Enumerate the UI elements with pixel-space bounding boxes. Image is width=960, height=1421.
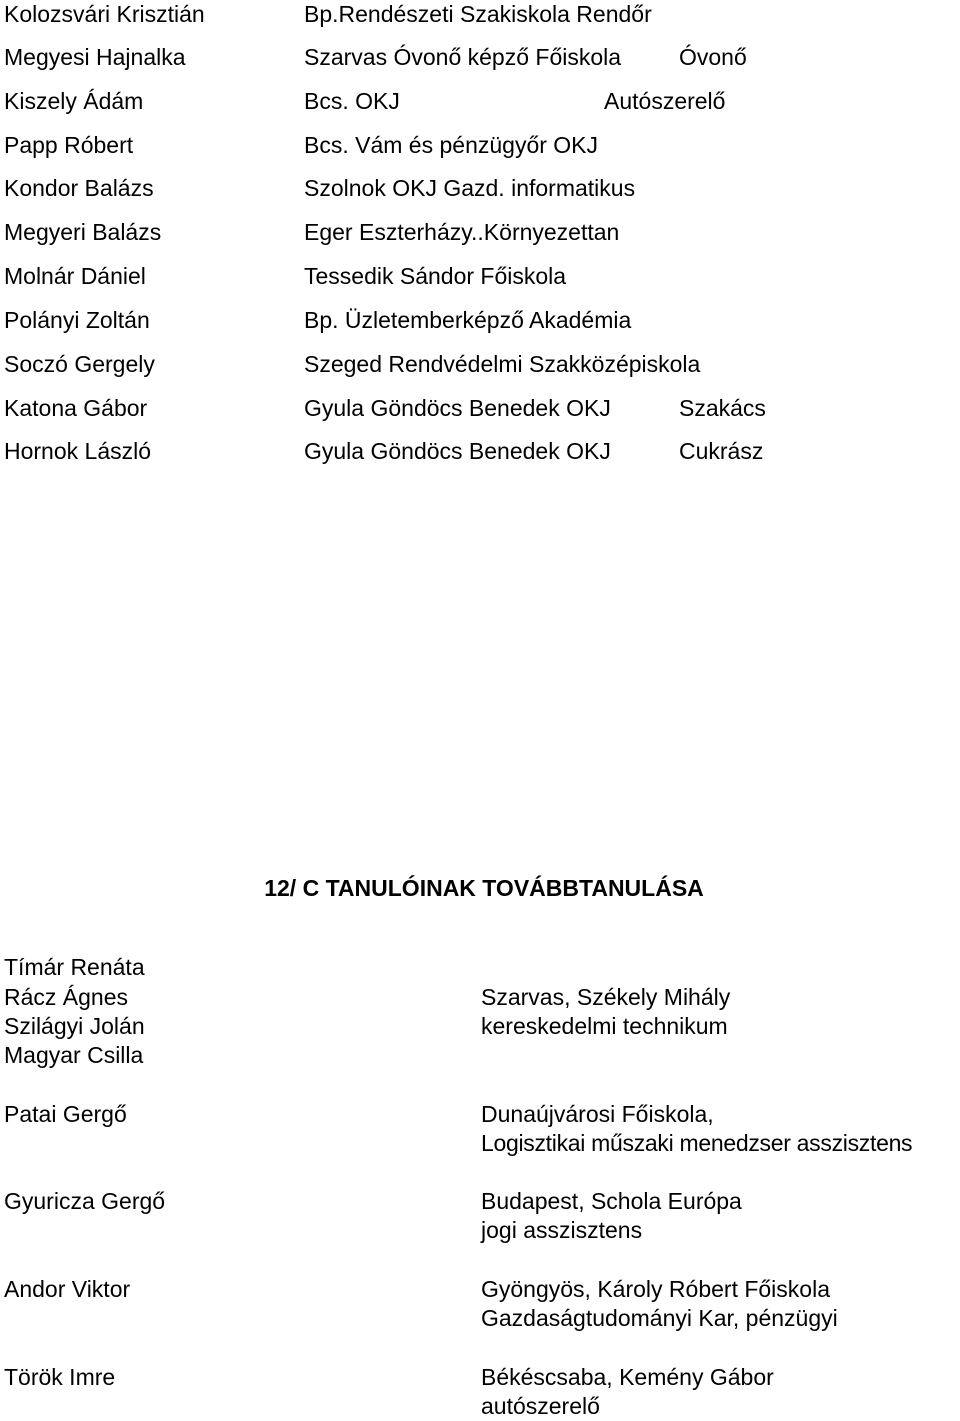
student-name: Molnár Dániel (4, 263, 146, 289)
student-name: Tímár Renáta (4, 954, 145, 980)
destination-line: autószerelő (481, 1393, 600, 1419)
student-name: Polányi Zoltán (4, 307, 150, 333)
destination-line: Gyöngyös, Károly Róbert Főiskola (481, 1276, 830, 1302)
destination-line: Dunaújvárosi Főiskola, (481, 1101, 714, 1127)
student-field: Cukrász (679, 438, 764, 464)
student-name: Megyeri Balázs (4, 219, 162, 245)
destination-line: Budapest, Schola Európa (481, 1188, 742, 1214)
student-name: Török Imre (4, 1364, 116, 1390)
student-school: Bp.Rendészeti Szakiskola Rendőr (304, 1, 652, 27)
student-name: Soczó Gergely (4, 351, 155, 377)
student-school: Bp. Üzletemberképző Akadémia (304, 307, 632, 333)
student-name: Gyuricza Gergő (4, 1188, 166, 1214)
student-school: Tessedik Sándor Főiskola (304, 263, 567, 289)
student-school: Szarvas Óvonő képző Főiskola (304, 44, 622, 70)
student-name: Papp Róbert (4, 132, 134, 158)
student-school: Szolnok OKJ Gazd. informatikus (304, 175, 636, 201)
student-name: Andor Viktor (4, 1276, 131, 1302)
section-2-heading: 12/ C TANULÓINAK TOVÁBBTANULÁSA (264, 875, 704, 901)
student-school: Bcs. Vám és pénzügyőr OKJ (304, 132, 599, 158)
student-name: Kondor Balázs (4, 175, 154, 201)
destination-line: jogi asszisztens (481, 1217, 643, 1243)
student-school: Gyula Göndöcs Benedek OKJ (304, 395, 611, 421)
student-name: Magyar Csilla (4, 1042, 144, 1068)
student-field: Szakács (679, 395, 766, 421)
student-name: Katona Gábor (4, 395, 148, 421)
student-name: Kiszely Ádám (4, 88, 144, 114)
destination-line: Gazdaságtudományi Kar, pénzügyi (481, 1305, 838, 1331)
student-name: Kolozsvári Krisztián (4, 1, 205, 27)
student-name: Rácz Ágnes (4, 984, 129, 1010)
student-school: Eger Eszterházy..Környezettan (304, 219, 620, 245)
student-name: Hornok László (4, 438, 152, 464)
student-school: Szeged Rendvédelmi Szakközépiskola (304, 351, 701, 377)
student-name: Szilágyi Jolán (4, 1013, 145, 1039)
student-school: Gyula Göndöcs Benedek OKJ (304, 438, 611, 464)
student-name: Megyesi Hajnalka (4, 44, 186, 70)
destination-line: Szarvas, Székely Mihály (481, 984, 731, 1010)
student-field: Autószerelő (604, 88, 726, 114)
student-school: Bcs. OKJ (304, 88, 400, 114)
destination-line: kereskedelmi technikum (481, 1013, 728, 1039)
destination-line: Békéscsaba, Kemény Gábor (481, 1364, 774, 1390)
destination-line: Logisztikai műszaki menedzser asszisztens (481, 1130, 913, 1156)
student-field: Óvonő (679, 44, 747, 70)
student-name: Patai Gergő (4, 1101, 127, 1127)
